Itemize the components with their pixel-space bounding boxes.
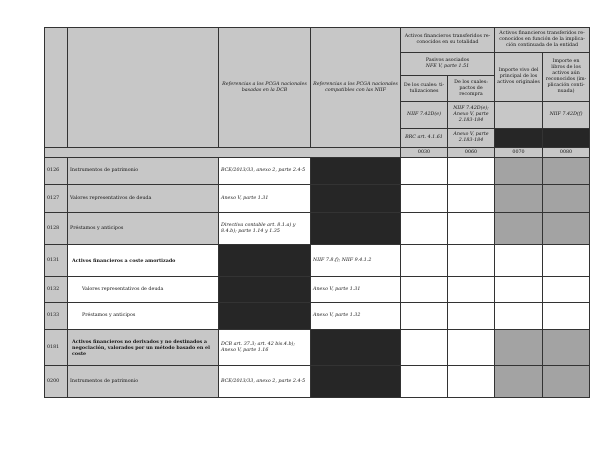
row-label: Préstamos y anticipos: [68, 303, 219, 330]
niif-742d-b: NIIF 7.42D(e); Anexo V, parte 2.183-184: [448, 102, 495, 129]
black-cell: [219, 245, 311, 277]
table-row: [45, 245, 590, 277]
nfe-ref: NFE V, parte 1.51: [425, 64, 470, 69]
value-cell[interactable]: [401, 277, 448, 303]
black-cell: [311, 366, 401, 398]
value-cell[interactable]: [543, 303, 590, 330]
black-cell: [311, 185, 401, 213]
value-cell[interactable]: [448, 366, 495, 398]
row-code: 0128: [45, 213, 68, 245]
header-blank: [45, 28, 68, 148]
value-cell[interactable]: [448, 245, 495, 277]
value-cell[interactable]: [448, 303, 495, 330]
table-row: [45, 277, 590, 303]
niif-742d-a: NIIF 7.42D(e): [401, 102, 448, 129]
shaded-cell: [543, 213, 590, 245]
shaded-cell: [495, 213, 543, 245]
value-cell[interactable]: [401, 303, 448, 330]
row-label: Instrumentos de patrimonio: [68, 366, 219, 398]
value-cell[interactable]: [401, 213, 448, 245]
black-cell: [219, 303, 311, 330]
row-code: 0133: [45, 303, 68, 330]
header-pactos-recompra: De los cuales: pactos de recompra: [448, 76, 495, 102]
value-cell[interactable]: [495, 277, 543, 303]
value-cell[interactable]: [543, 277, 590, 303]
row-code: 0127: [45, 185, 68, 213]
row-ref-dcb: Directiva contable art. 8.1.a) y 8.4.b); parte 1.14 y 1.35: [219, 213, 311, 245]
value-cell[interactable]: [401, 366, 448, 398]
row-ref-dcb: BCE/2013/33, anexo 2, parte 2.4-5: [219, 366, 311, 398]
value-cell[interactable]: [543, 245, 590, 277]
value-cell[interactable]: [448, 158, 495, 185]
value-cell[interactable]: [448, 213, 495, 245]
value-cell[interactable]: [401, 185, 448, 213]
brc-ref: BRC art. 4.1.61: [401, 129, 448, 148]
shaded-cell: [495, 366, 543, 398]
value-cell[interactable]: [448, 185, 495, 213]
value-cell[interactable]: [448, 330, 495, 366]
shaded-cell: [495, 330, 543, 366]
col-code: 0030: [401, 148, 448, 158]
row-label: Activos financieros no derivados y no destinados a negociación, valorados por un método basado en el coste: [68, 330, 219, 366]
pasivos-asociados-label: Pasivos asociados: [425, 58, 470, 63]
table-row: [45, 185, 590, 213]
col-code: 0070: [495, 148, 543, 158]
row-code: 0132: [45, 277, 68, 303]
header-blank: [45, 148, 401, 158]
black-cell: [311, 158, 401, 185]
table-row: [45, 213, 590, 245]
row-code: 0200: [45, 366, 68, 398]
black-cell: [495, 129, 543, 148]
value-cell[interactable]: [495, 245, 543, 277]
row-label: Valores representativos de deuda: [68, 185, 219, 213]
header-pasivos-asociados: [401, 53, 495, 76]
shaded-cell: [495, 185, 543, 213]
shaded-cell: [543, 158, 590, 185]
row-code: 0181: [45, 330, 68, 366]
col-code: 0060: [448, 148, 495, 158]
value-cell[interactable]: [401, 158, 448, 185]
table-row: [45, 366, 590, 398]
black-cell: [219, 277, 311, 303]
row-ref-dcb: BCE/2013/33, anexo 2, parte 2.4-5: [219, 158, 311, 185]
niif-742d-j: NIIF 7.42D(f): [543, 102, 590, 129]
row-label: Instrumentos de patrimonio: [68, 158, 219, 185]
value-cell[interactable]: [401, 330, 448, 366]
row-ref-niif: Anexo V, parte 1.32: [311, 303, 401, 330]
value-cell[interactable]: [448, 277, 495, 303]
shaded-cell: [495, 158, 543, 185]
row-label: Préstamos y anticipos: [68, 213, 219, 245]
header-titulizaciones: De los cuales: ti-tulizaciones: [401, 76, 448, 102]
row-ref-dcb: Anexo V, parte 1.31: [219, 185, 311, 213]
header-blank: [68, 28, 219, 148]
shaded-cell: [543, 330, 590, 366]
row-label: Activos financieros a coste amortizado: [68, 245, 219, 277]
header-ref-niif: Referencias a los PCGA nacionales compatibles con las NIIF: [311, 28, 401, 148]
row-ref-niif: Anexo V, parte 1.31: [311, 277, 401, 303]
header-group-partial: Activos financieros transferidos re-conocidos en función de la implica-ción continuada de la entidad: [495, 28, 590, 53]
row-code: 0126: [45, 158, 68, 185]
header-blank: [495, 102, 543, 129]
header-importe-libros: Importe en libros de los activos aún reconocidos (im-plicación conti-nuada): [543, 53, 590, 102]
table-row: [45, 303, 590, 330]
shaded-cell: [543, 185, 590, 213]
financial-assets-table: [44, 27, 590, 398]
header-ref-dcb: Referencias a los PCGA nacionales basadas en la DCB: [219, 28, 311, 148]
row-ref-niif: NIIF 7.8.f); NIIF 9.4.1.2: [311, 245, 401, 277]
shaded-cell: [543, 366, 590, 398]
black-cell: [311, 330, 401, 366]
value-cell[interactable]: [401, 245, 448, 277]
row-code: 0131: [45, 245, 68, 277]
anexo-ref: Anexo V, parte 2.183-184: [448, 129, 495, 148]
header-group-total: Activos financieros transferidos re-conocidos en su totalidad: [401, 28, 495, 53]
black-cell: [543, 129, 590, 148]
row-ref-dcb: DCB art. 37.3; art. 42 bis.4.b); Anexo V, parte 1.16: [219, 330, 311, 366]
row-label: Valores representativos de deuda: [68, 277, 219, 303]
value-cell[interactable]: [495, 303, 543, 330]
black-cell: [311, 213, 401, 245]
table-row: [45, 330, 590, 366]
col-code: 0080: [543, 148, 590, 158]
header-importe-vivo: Importe vivo del principal de los activos originales: [495, 53, 543, 102]
table-row: [45, 158, 590, 185]
